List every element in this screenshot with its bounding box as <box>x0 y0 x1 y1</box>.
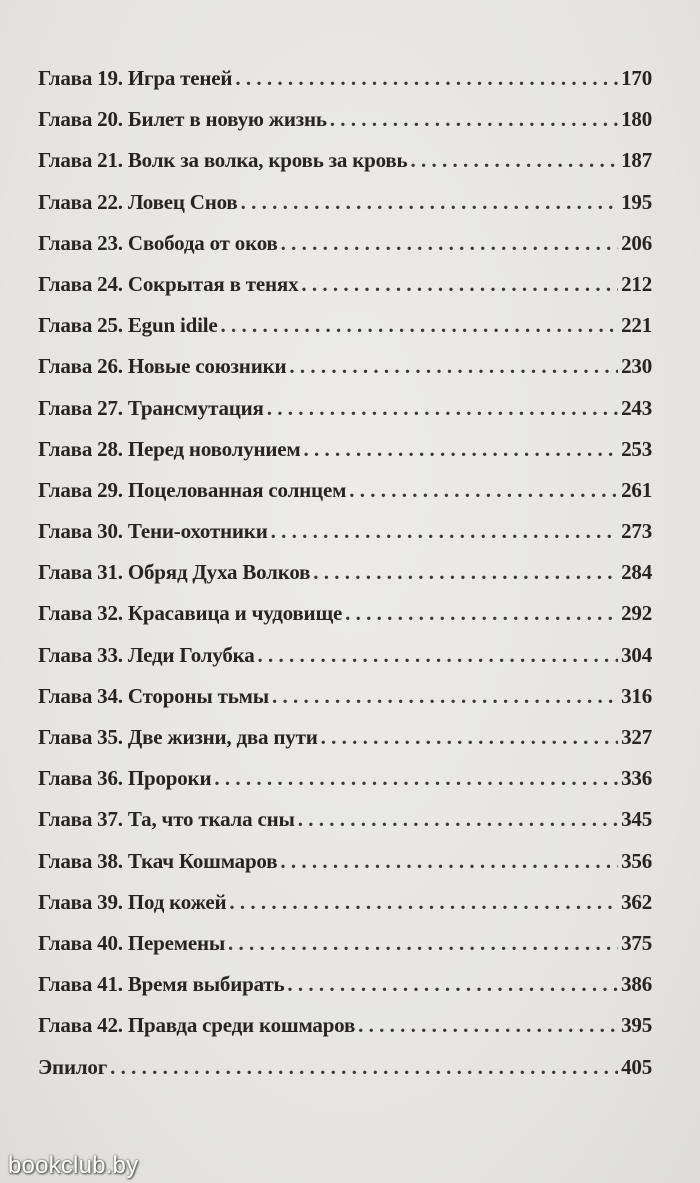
toc-entry-title: Глава 29. Поцелованная солнцем <box>38 477 347 502</box>
toc-dot-leader <box>349 470 618 511</box>
toc-entry <box>38 1047 652 1088</box>
toc-entry-title: Глава 26. Новые союзники <box>38 354 287 379</box>
toc-entry-title: Глава 41. Время выбирать <box>38 972 285 997</box>
toc-entry <box>38 676 652 717</box>
toc-entry-title: Глава 36. Пророки <box>38 766 212 791</box>
toc-dot-leader <box>281 223 618 264</box>
toc-entry-page-number: 284 <box>621 560 652 585</box>
toc-entry <box>38 1005 652 1046</box>
toc-entry <box>38 58 652 99</box>
toc-entry <box>38 717 652 758</box>
toc-entry <box>38 99 652 140</box>
toc-entry <box>38 552 652 593</box>
toc-entry-title: Глава 32. Красавица и чудовище <box>38 601 343 626</box>
toc-entry-page-number: 395 <box>621 1013 652 1038</box>
toc-dot-leader <box>410 140 618 181</box>
toc-entry-title: Глава 33. Леди Голубка <box>38 642 255 667</box>
toc-entry-title: Глава 19. Игра теней <box>38 66 233 90</box>
toc-dot-leader <box>267 388 618 429</box>
toc-dot-leader <box>271 511 618 552</box>
toc-dot-leader <box>220 305 618 346</box>
toc-entry-page-number: 180 <box>621 107 652 132</box>
toc-entry-page-number: 386 <box>621 972 652 997</box>
toc-entry-title: Глава 21. Волк за волка, кровь за кровь <box>38 148 408 173</box>
toc-entry-title: Глава 34. Стороны тьмы <box>38 683 269 708</box>
toc-entry-page-number: 221 <box>621 313 652 338</box>
toc-dot-leader <box>214 758 618 799</box>
toc-dot-leader <box>289 346 618 387</box>
watermark: bookclub.by <box>8 1152 139 1179</box>
toc-entry-title: Глава 39. Под кожей <box>38 889 227 914</box>
toc-dot-leader <box>313 552 618 593</box>
toc-entry <box>38 511 652 552</box>
toc-entry-title: Глава 23. Свобода от оков <box>38 230 278 255</box>
toc-entry-title: Глава 42. Правда среди кошмаров <box>38 1013 356 1038</box>
toc-entry-page-number: 261 <box>621 477 652 502</box>
toc-dot-leader <box>258 635 619 676</box>
toc-dot-leader <box>228 923 618 964</box>
toc-dot-leader <box>241 182 619 223</box>
toc-entry-page-number: 327 <box>621 725 652 749</box>
toc-dot-leader <box>235 58 618 99</box>
toc-entry-page-number: 243 <box>621 395 652 420</box>
toc-dot-leader <box>321 717 618 758</box>
toc-entry <box>38 182 652 223</box>
toc-entry-title: Глава 35. Две жизни, два пути <box>38 725 318 749</box>
toc-entry <box>38 264 652 305</box>
toc-entry <box>38 429 652 470</box>
toc-entry-page-number: 405 <box>621 1054 652 1079</box>
toc-entry-title: Эпилог <box>38 1054 108 1079</box>
toc-dot-leader <box>229 882 618 923</box>
toc-entry-title: Глава 22. Ловец Снов <box>38 189 238 214</box>
toc-entry-page-number: 362 <box>621 889 652 914</box>
toc-entry <box>38 841 652 882</box>
toc-entry-page-number: 230 <box>621 354 652 379</box>
toc-entry-title: Глава 38. Ткач Кошмаров <box>38 848 278 873</box>
toc-entry <box>38 140 652 181</box>
toc-entry-title: Глава 28. Перед новолунием <box>38 436 301 461</box>
toc-entry <box>38 964 652 1005</box>
toc-dot-leader <box>280 841 618 882</box>
toc-dot-leader <box>345 593 618 634</box>
toc-entry <box>38 305 652 346</box>
toc-entry-page-number: 292 <box>621 601 652 626</box>
toc-entry-title: Глава 25. Egun idile <box>38 313 218 338</box>
toc-dot-leader <box>298 799 618 840</box>
toc-entry-page-number: 336 <box>621 766 652 791</box>
toc-dot-leader <box>304 429 619 470</box>
toc-entry <box>38 388 652 429</box>
toc-entry <box>38 882 652 923</box>
toc-entry-title: Глава 37. Та, что ткала сны <box>38 807 295 832</box>
toc-dot-leader <box>272 676 618 717</box>
toc-entry-page-number: 195 <box>621 189 652 214</box>
toc-entry <box>38 923 652 964</box>
toc-entry-title: Глава 30. Тени-охотники <box>38 519 268 544</box>
toc-dot-leader <box>330 99 618 140</box>
toc-entry-page-number: 345 <box>621 807 652 832</box>
toc-entry <box>38 470 652 511</box>
toc-entry-page-number: 206 <box>621 230 652 255</box>
toc-entry-title: Глава 40. Перемены <box>38 930 226 955</box>
toc-dot-leader <box>301 264 618 305</box>
toc-entry-page-number: 187 <box>621 148 652 173</box>
toc-entry-page-number: 375 <box>621 930 652 955</box>
toc-entry-page-number: 212 <box>621 271 652 296</box>
toc-entry-title: Глава 27. Трансмутация <box>38 395 264 420</box>
toc-entry-page-number: 253 <box>621 436 652 461</box>
toc-entry-title: Глава 31. Обряд Духа Волков <box>38 560 311 585</box>
toc-entry-page-number: 316 <box>621 683 652 708</box>
toc-entry <box>38 223 652 264</box>
toc-entry <box>38 758 652 799</box>
toc-dot-leader <box>358 1005 618 1046</box>
toc-entry-title: Глава 24. Сокрытая в тенях <box>38 271 299 296</box>
toc-entry-page-number: 356 <box>621 848 652 873</box>
toc-entry-page-number: 273 <box>621 519 652 544</box>
toc-entry-title: Глава 20. Билет в новую жизнь <box>38 107 327 132</box>
toc-entry <box>38 799 652 840</box>
toc-entry-page-number: 170 <box>621 66 652 90</box>
toc-entry <box>38 635 652 676</box>
toc-entry-page-number: 304 <box>621 642 652 667</box>
toc-dot-leader <box>110 1047 618 1088</box>
toc-dot-leader <box>287 964 618 1005</box>
table-of-contents <box>38 58 652 1088</box>
toc-entry <box>38 593 652 634</box>
toc-entry <box>38 346 652 387</box>
